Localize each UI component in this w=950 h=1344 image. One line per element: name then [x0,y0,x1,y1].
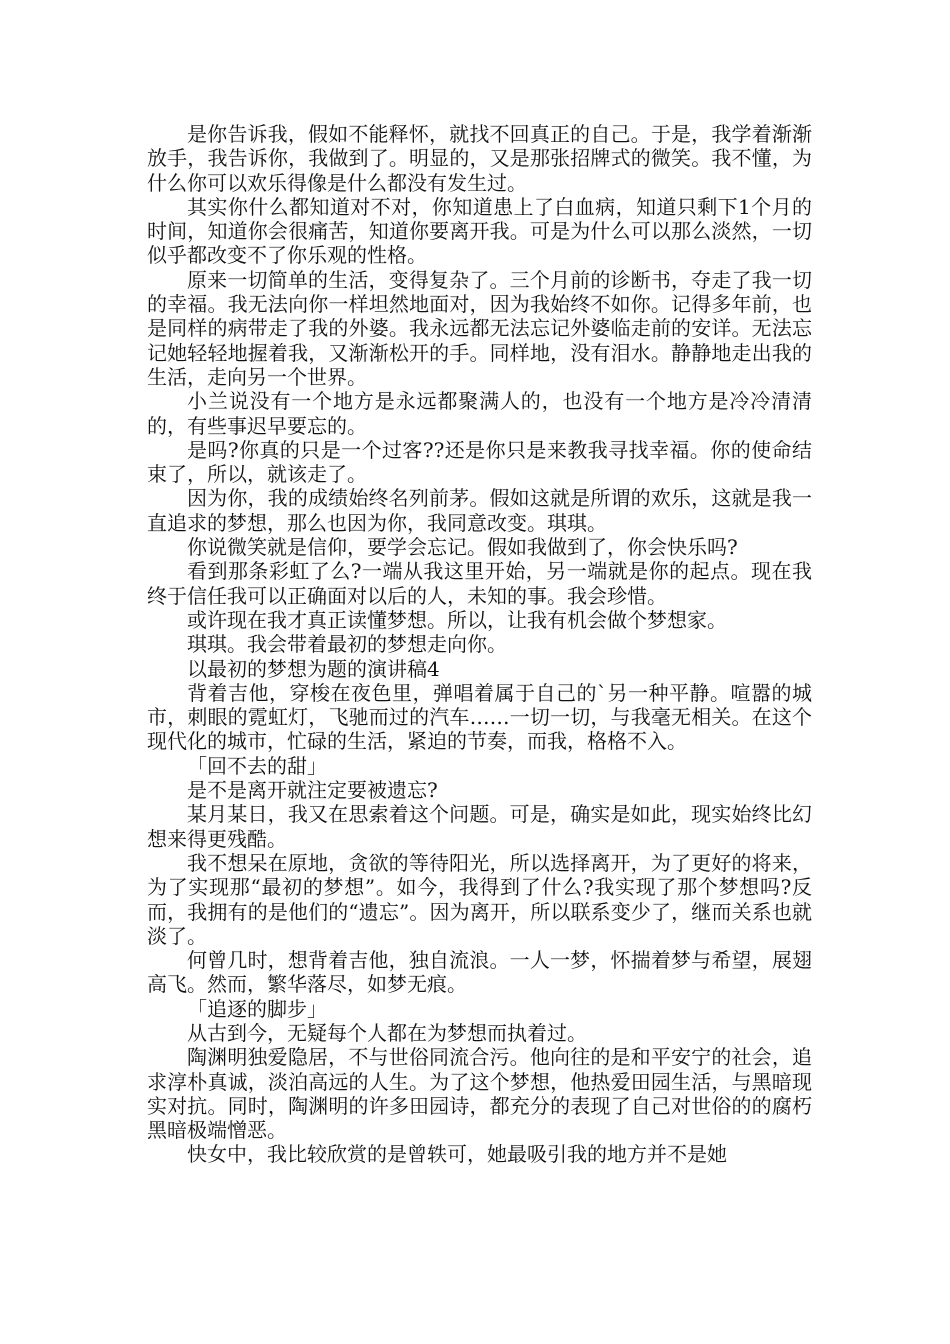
paragraph: 是你告诉我，假如不能释怀，就找不回真正的自己。于是，我学着渐渐放手，我告诉你，我做到了。明显的，又是那张招牌式的微笑。我不懂，为什么你可以欢乐得像是什么都没有发生过。 [147,122,812,195]
paragraph: 或许现在我才真正读懂梦想。所以，让我有机会做个梦想家。 [187,607,727,632]
paragraph: 是吗?你真的只是一个过客??还是你只是来教我寻找幸福。你的使命结束了，所以，就该走了。 [147,437,812,487]
paragraph: 琪琪。我会带着最初的梦想走向你。 [187,632,507,657]
paragraph: 是不是离开就注定要被遗忘? [187,778,438,803]
section-heading: 以最初的梦想为题的演讲稿4 [187,656,440,681]
paragraph: 快女中，我比较欣赏的是曾轶可，她最吸引我的地方并不是她 [187,1142,727,1167]
document-page [147,122,812,1167]
paragraph: 从古到今，无疑每个人都在为梦想而执着过。 [187,1020,587,1045]
paragraph: 因为你，我的成绩始终名列前茅。假如这就是所谓的欢乐，这就是我一直追求的梦想，那么也因为你，我同意改变。琪琪。 [147,486,812,535]
paragraph: 何曾几时，想背着吉他，独自流浪。一人一梦，怀揣着梦与希望，展翅高飞。然而，繁华落尽，如梦无痕。 [147,948,812,997]
paragraph: 小兰说没有一个地方是永远都聚满人的，也没有一个地方是冷冷清清的，有些事迟早要忘的。 [147,389,812,438]
paragraph: 看到那条彩虹了么?一端从我这里开始，另一端就是你的起点。现在我终于信任我可以正确面对以后的人，未知的事。我会珍惜。 [147,559,812,608]
paragraph: 我不想呆在原地，贪欲的等待阳光，所以选择离开，为了更好的将来，为了实现那“最初的梦想”。如今，我得到了什么?我实现了那个梦想吗?反而，我拥有的是他们的“遗忘”。因为离开，所以联系变少了，继而关系也就淡了。 [147,850,812,948]
subsection-heading: 「回不去的甜」 [187,753,327,778]
paragraph: 你说微笑就是信仰，要学会忘记。假如我做到了，你会快乐吗? [187,535,738,560]
paragraph: 某月某日，我又在思索着这个问题。可是，确实是如此，现实始终比幻想来得更残酷。 [147,802,812,851]
subsection-heading: 「追逐的脚步」 [187,996,327,1021]
paragraph: 背着吉他，穿梭在夜色里，弹唱着属于自己的`另一种平静。喧嚣的城市，刺眼的霓虹灯，飞驰而过的汽车……一切一切，与我毫无相关。在这个现代化的城市，忙碌的生活，紧迫的节奏，而我，格格不入。 [147,680,812,754]
paragraph: 原来一切简单的生活，变得复杂了。三个月前的诊断书，夺走了我一切的幸福。我无法向你一样坦然地面对，因为我始终不如你。记得多年前，也是同样的病带走了我的外婆。我永远都无法忘记外婆临走前的安详。无法忘记她轻轻地握着我，又渐渐松开的手。同样地，没有泪水。静静地走出我的生活，走向另一个世界。 [147,267,812,389]
paragraph: 陶渊明独爱隐居，不与世俗同流合污。他向往的是和平安宁的社会，追求淳朴真诚，淡泊高远的人生。为了这个梦想，他热爱田园生活，与黑暗现实对抗。同时，陶渊明的许多田园诗，都充分的表现了自己对世俗的的腐朽黑暗极端憎恶。 [147,1045,812,1143]
paragraph: 其实你什么都知道对不对，你知道患上了白血病，知道只剩下1个月的时间，知道你会很痛苦，知道你要离开我。可是为什么可以那么淡然，一切似乎都改变不了你乐观的性格。 [147,194,812,268]
